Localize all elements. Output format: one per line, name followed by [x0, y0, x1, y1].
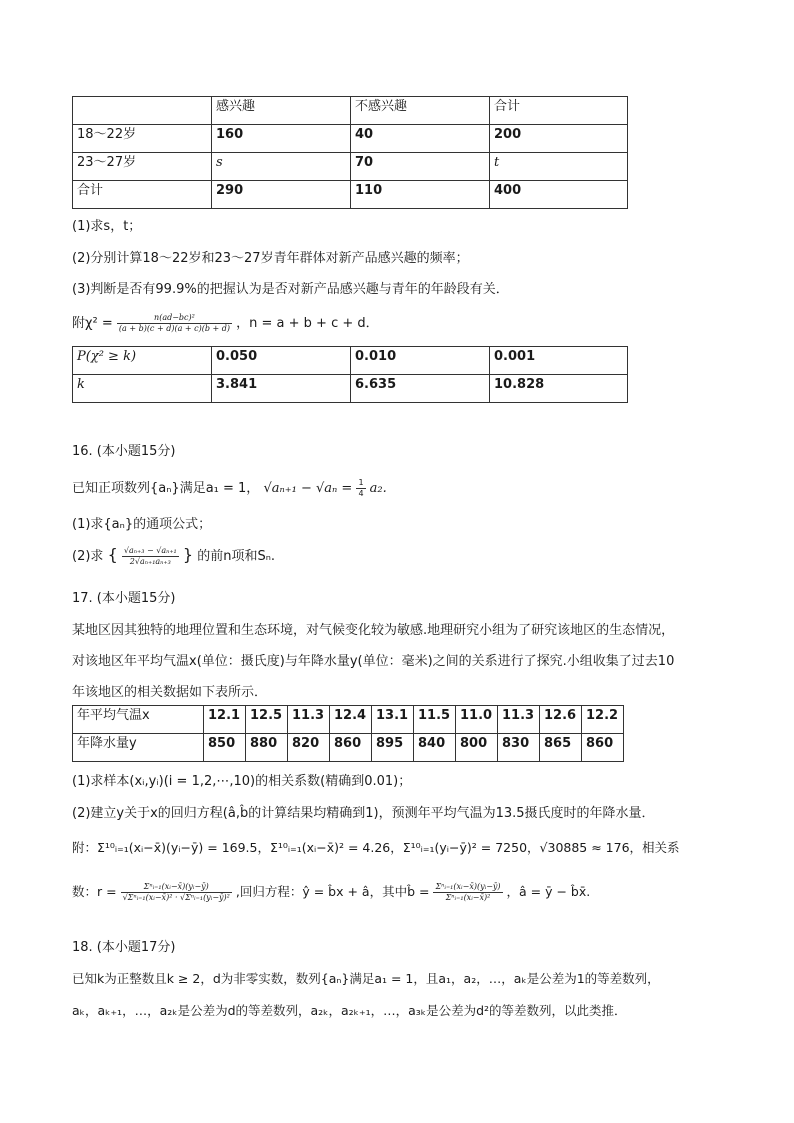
q16-frac-num: 1: [358, 478, 364, 487]
q16-stem-suffix: a₂.: [369, 481, 387, 496]
formula-suffix: ，n = a + b + c + d．: [236, 316, 379, 331]
table-cell: [73, 97, 212, 125]
b-fraction: [433, 882, 502, 903]
climate-table: [72, 705, 624, 762]
table-cell: 23～27岁: [73, 153, 212, 181]
table-cell: 合计: [73, 181, 212, 209]
table-cell: 895: [372, 734, 414, 762]
table-cell: 0.001: [490, 347, 628, 375]
table-cell: 感兴趣: [212, 97, 351, 125]
ref-suffix: ，â = ȳ − b̂x̄.: [506, 884, 591, 899]
table-cell: 6.635: [351, 375, 490, 403]
table-row: [73, 734, 624, 762]
table-cell: 12.4: [330, 706, 372, 734]
table-cell: 3.841: [212, 375, 351, 403]
table-cell: 860: [330, 734, 372, 762]
q17-reference-line: 附：Σ¹⁰ᵢ₌₁(xᵢ−x̄)(yᵢ−ȳ) = 169.5，Σ¹⁰ᵢ₌₁(xᵢ−x̄)² = 4.26，Σ¹⁰ᵢ₌₁(yᵢ−ȳ)² = 7250，√30885 ≈ 176，相关系: [72, 840, 680, 855]
table-row: [73, 706, 624, 734]
q16-frac-den: 4: [358, 489, 364, 498]
table-cell: 合计: [490, 97, 628, 125]
q16-part2-fraction: [122, 546, 179, 567]
table-cell: s: [212, 153, 351, 181]
q16-part2-prefix: (2)求: [72, 549, 104, 564]
q16-part1: (1)求{aₙ}的通项公式；: [72, 517, 212, 532]
formula-denominator: (a + b)(c + d)(a + c)(b + d): [118, 324, 230, 333]
q18-line2: aₖ，aₖ₊₁，…，a₂ₖ是公差为d的等差数列，a₂ₖ，a₂ₖ₊₁，…，a₃ₖ是公差为d²的等差数列，以此类推．: [72, 1003, 627, 1018]
q15-part3: (3)判断是否有99.9%的把握认为是否对新产品感兴趣与青年的年龄段有关．: [72, 282, 509, 297]
table-cell: 0.050: [212, 347, 351, 375]
q16-part2-num: √aₙ₊₃ − √aₙ₊₁: [123, 546, 177, 555]
table-row: [73, 375, 628, 403]
q16-stem-prefix: 已知正项数列{aₙ}满足a₁ = 1，: [72, 481, 260, 496]
table-cell: 12.2: [582, 706, 624, 734]
table-cell: 865: [540, 734, 582, 762]
table-cell: t: [490, 153, 628, 181]
q18-heading: 18. (本小题17分): [72, 940, 176, 955]
table-row: [73, 153, 628, 181]
brace-right-icon: }: [182, 545, 194, 564]
table-cell: 年平均气温x: [73, 706, 204, 734]
table-cell: 40: [351, 125, 490, 153]
table-cell: 880: [246, 734, 288, 762]
q16-part2-suffix: 的前n项和Sₙ.: [197, 549, 276, 564]
ref-prefix: 数：r =: [72, 884, 117, 899]
q17-part2: (2)建立y关于x的回归方程(â,b̂的计算结果均精确到1)，预测年平均气温为13.5摄氏度时的年降水量．: [72, 806, 655, 821]
brace-left-icon: {: [107, 545, 118, 564]
b-numerator: Σⁿᵢ₌₁(xᵢ−x̄)(yᵢ−ȳ): [435, 882, 501, 891]
table-cell: 820: [288, 734, 330, 762]
r-denominator: √Σⁿᵢ₌₁(xᵢ−x̄)² · √Σⁿᵢ₌₁(yᵢ−ȳ)²: [122, 893, 230, 902]
table-cell: 70: [351, 153, 490, 181]
q16-part2: [72, 546, 275, 567]
formula-prefix: 附χ² =: [72, 316, 113, 331]
q15-part2: (2)分别计算18～22岁和23～27岁青年群体对新产品感兴趣的频率；: [72, 251, 469, 266]
table-cell: 860: [582, 734, 624, 762]
table-row: [73, 125, 628, 153]
table-cell: 13.1: [372, 706, 414, 734]
q17-reference-formulas: [72, 882, 590, 903]
table-row: [73, 347, 628, 375]
q15-part1: (1)求s，t；: [72, 219, 142, 234]
table-cell: 11.5: [414, 706, 456, 734]
table-cell: 11.3: [288, 706, 330, 734]
table-cell: 830: [498, 734, 540, 762]
q17-heading: 17. (本小题15分): [72, 591, 176, 606]
table-cell: 160: [212, 125, 351, 153]
table-cell: 12.6: [540, 706, 582, 734]
q17-para2: 对该地区年平均气温x(单位：摄氏度)与年降水量y(单位：毫米)之间的关系进行了探究.小组收集了过去10: [72, 654, 675, 669]
critical-value-table: [72, 346, 628, 403]
table-cell: 200: [490, 125, 628, 153]
q18-line1: 已知k为正整数且k ≥ 2，d为非零实数，数列{aₙ}满足a₁ = 1，且a₁，a₂，…，aₖ是公差为1的等差数列，: [72, 971, 660, 986]
r-numerator: Σⁿᵢ₌₁(xᵢ−x̄)(yᵢ−ȳ): [121, 882, 232, 893]
table-cell: 10.828: [490, 375, 628, 403]
q17-para3: 年该地区的相关数据如下表所示．: [72, 685, 268, 700]
table-row: [73, 181, 628, 209]
interest-table: [72, 96, 628, 209]
formula-numerator: n(ad−bc)²: [117, 313, 232, 324]
table-cell: 290: [212, 181, 351, 209]
q17-para1: 某地区因其独特的地理位置和生态环境，对气候变化较为敏感.地理研究小组为了研究该地区的生态情况，: [72, 623, 675, 638]
table-cell: 0.010: [351, 347, 490, 375]
q16-fraction: [356, 478, 365, 499]
table-cell: 800: [456, 734, 498, 762]
table-cell: 110: [351, 181, 490, 209]
formula-fraction: [117, 313, 232, 334]
table-cell: 12.1: [204, 706, 246, 734]
table-cell: 年降水量y: [73, 734, 204, 762]
q16-stem-formula: √aₙ₊₁ − √aₙ =: [263, 481, 357, 496]
q16-stem: [72, 478, 387, 499]
r-fraction: [121, 882, 232, 903]
ref-mid: ,回归方程：ŷ = b̂x + â，其中b̂ =: [235, 884, 430, 899]
table-cell: 400: [490, 181, 628, 209]
b-denominator: Σⁿᵢ₌₁(xᵢ−x̄)²: [445, 893, 491, 902]
table-cell: 840: [414, 734, 456, 762]
table-cell: 不感兴趣: [351, 97, 490, 125]
table-cell: k: [73, 375, 212, 403]
q16-heading: 16. (本小题15分): [72, 444, 176, 459]
table-row: [73, 97, 628, 125]
table-cell: P(χ² ≥ k): [73, 347, 212, 375]
table-cell: 11.3: [498, 706, 540, 734]
chi-square-formula: [72, 313, 379, 334]
table-cell: 12.5: [246, 706, 288, 734]
table-cell: 18～22岁: [73, 125, 212, 153]
q17-part1: (1)求样本(xᵢ,yᵢ)(i = 1,2,⋯,10)的相关系数(精确到0.01)；: [72, 774, 412, 789]
q16-part2-den: 2√aₙ₊₁aₙ₊₃: [129, 557, 171, 566]
table-cell: 850: [204, 734, 246, 762]
table-cell: 11.0: [456, 706, 498, 734]
